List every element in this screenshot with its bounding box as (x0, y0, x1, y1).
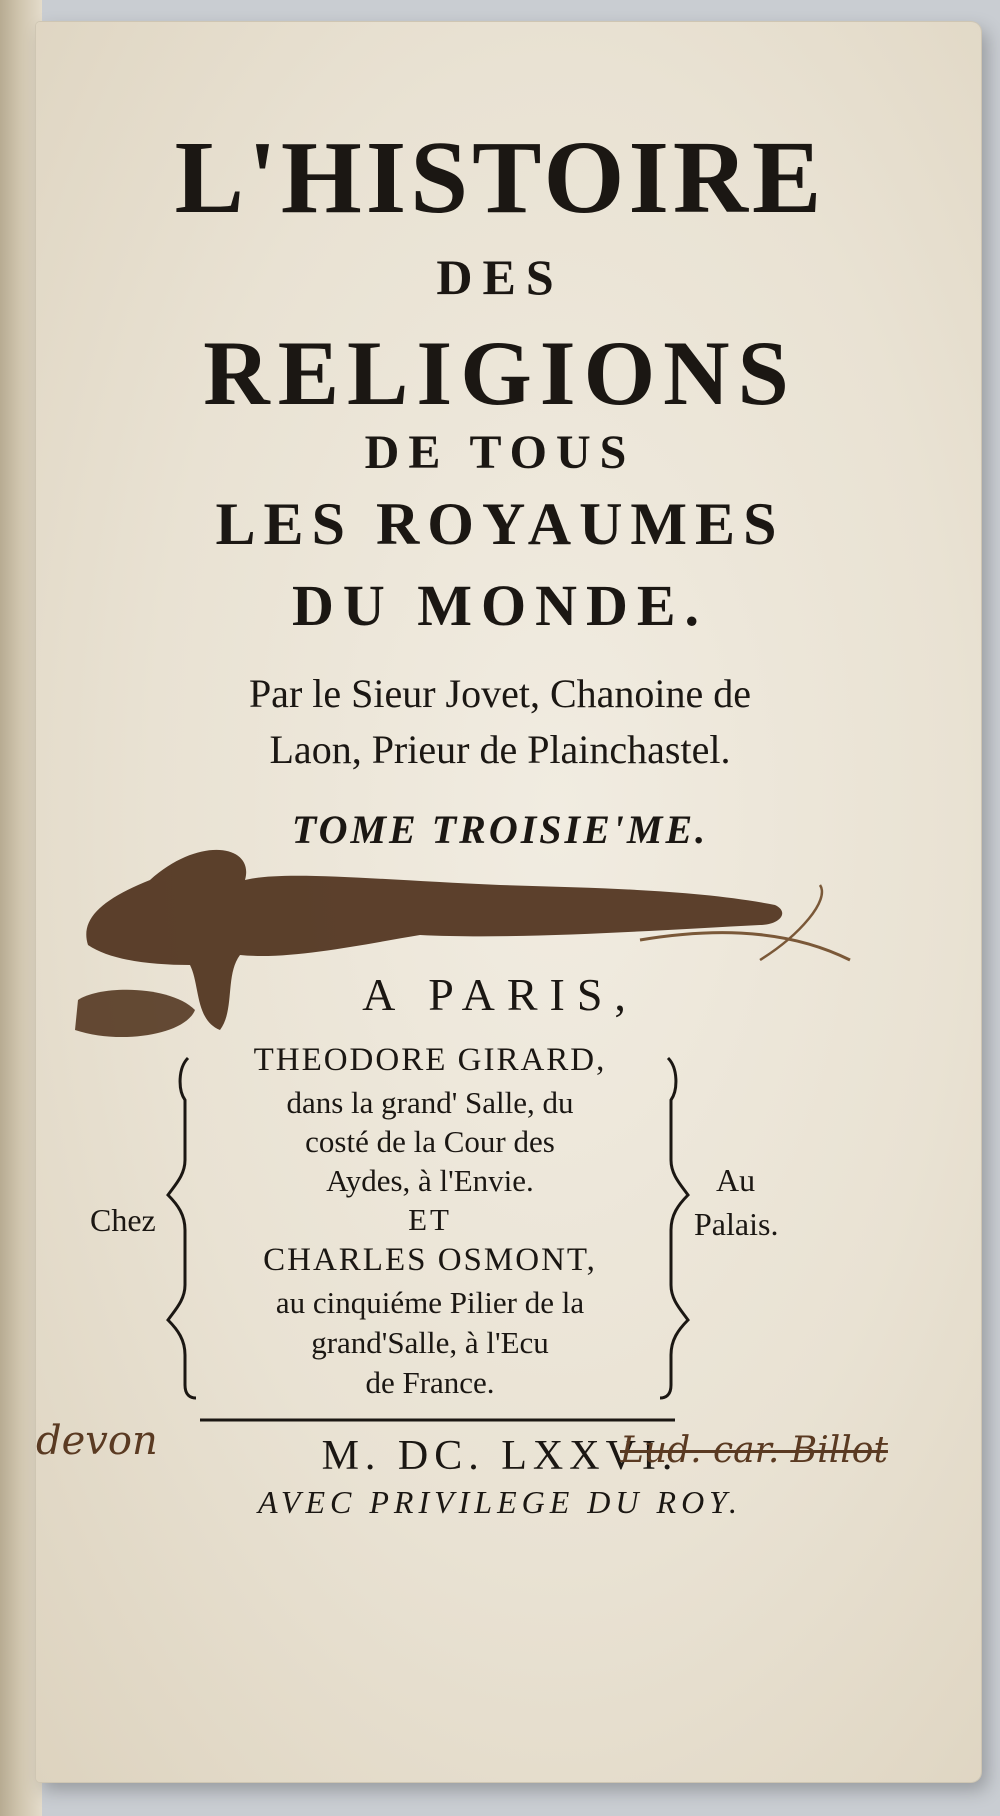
title-line-5: LES ROYAUMES (215, 491, 785, 557)
publisher-line: costé de la Cour des (305, 1124, 555, 1159)
imprint-city: A PARIS, (362, 969, 638, 1020)
publisher-line: ET (408, 1202, 452, 1237)
au-label: Au (716, 1162, 756, 1198)
publisher-line: THEODORE GIRARD, (253, 1042, 607, 1078)
handwritten-note-left: devon (36, 1418, 158, 1464)
title-line-4: DE TOUS (364, 426, 636, 479)
palais-label: Palais. (694, 1206, 779, 1242)
title-line-6: DU MONDE. (291, 573, 709, 638)
author-line-2: Laon, Prieur de Plainchastel. (269, 727, 731, 772)
volume-label: TOME TROISIE'ME. (291, 807, 709, 852)
publisher-line: grand'Salle, à l'Ecu (311, 1325, 549, 1360)
title-line-3: RELIGIONS (203, 322, 797, 424)
imprint-date: M. DC. LXXVI. (321, 1433, 679, 1479)
publisher-line: au cinquiéme Pilier de la (275, 1285, 585, 1320)
publisher-line: Aydes, à l'Envie. (326, 1163, 534, 1198)
publisher-line: de France. (365, 1365, 495, 1400)
title-line-2: DES (436, 249, 564, 305)
chez-label: Chez (90, 1202, 156, 1238)
author-line-1: Par le Sieur Jovet, Chanoine de (248, 671, 752, 716)
publisher-line: dans la grand' Salle, du (286, 1085, 574, 1120)
privilege-line: AVEC PRIVILEGE DU ROY. (257, 1484, 743, 1520)
handwritten-signature: Lud. car. Billot (620, 1430, 888, 1471)
publisher-line: CHARLES OSMONT, (263, 1242, 597, 1278)
title-line-1: L'HISTOIRE (174, 120, 826, 235)
